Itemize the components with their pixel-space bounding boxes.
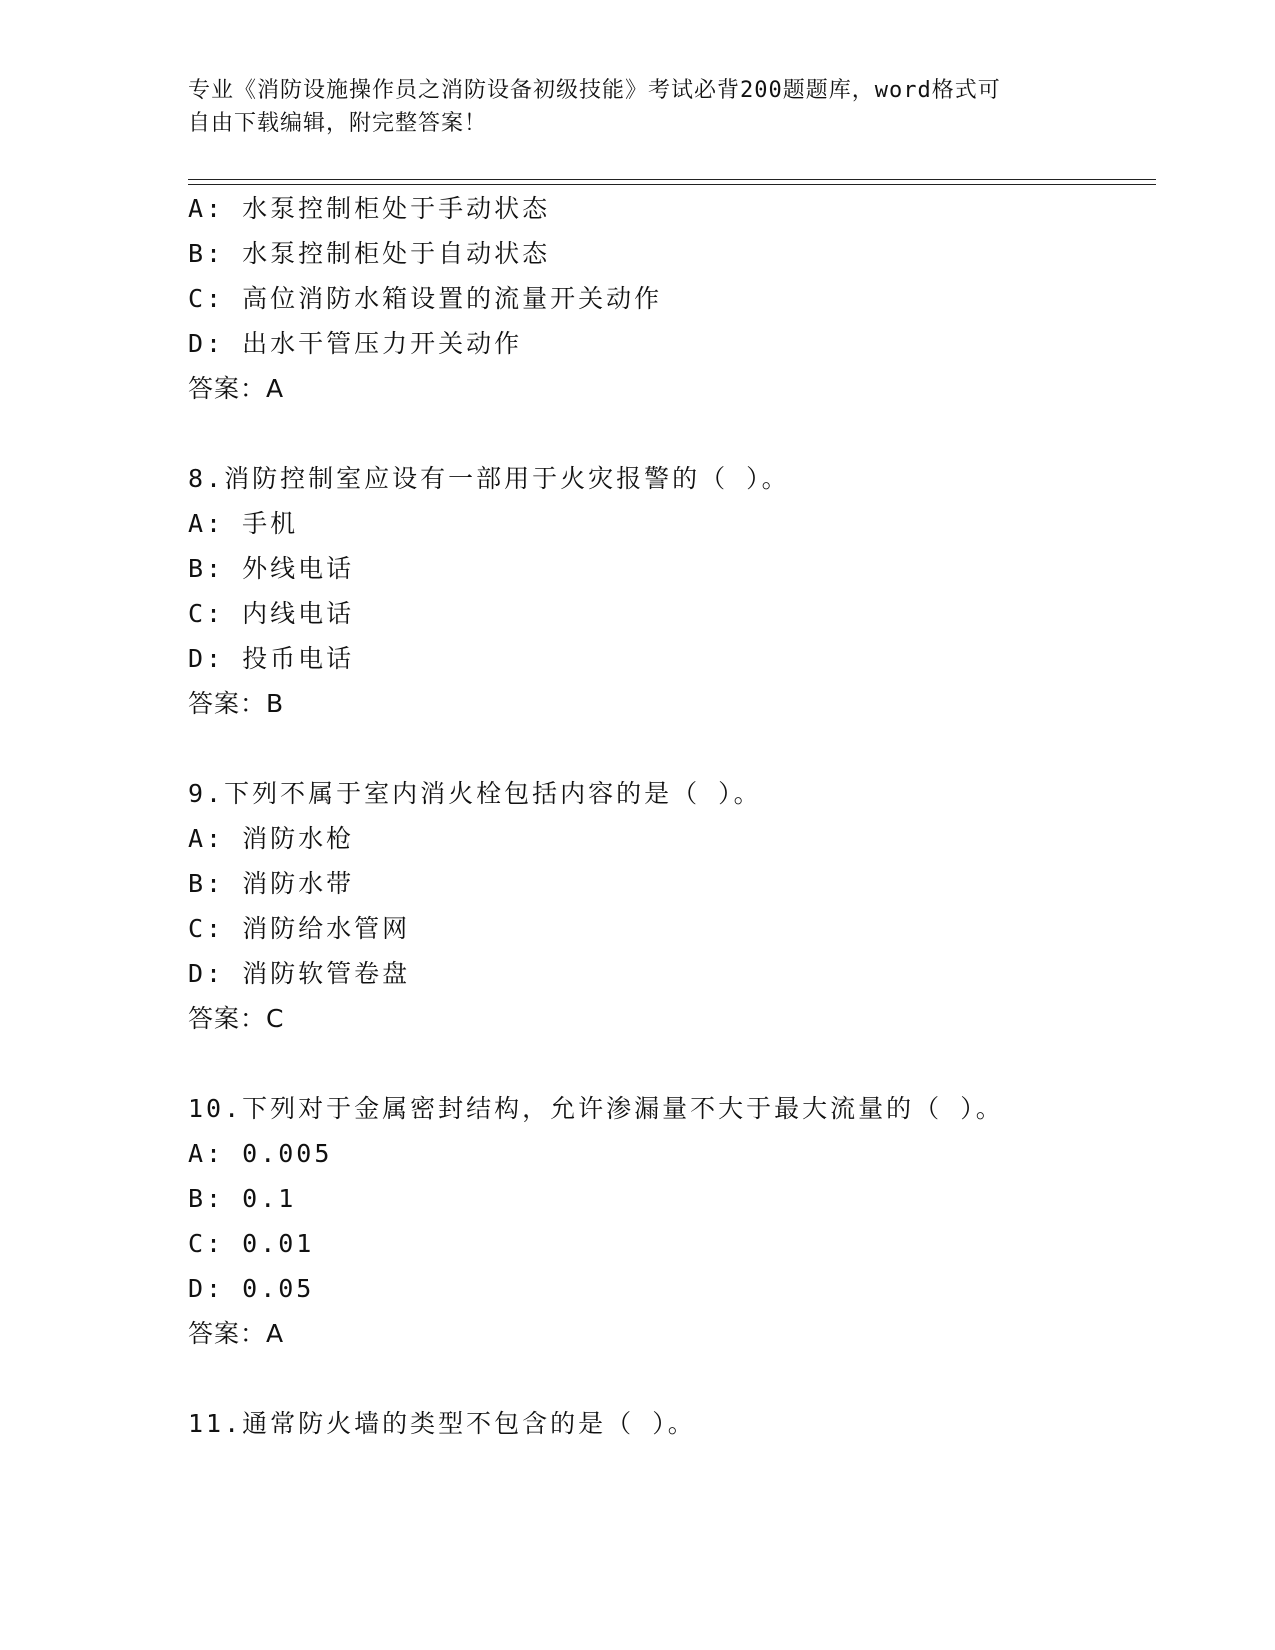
q7-option-c: C: 高位消防水箱设置的流量开关动作 bbox=[188, 284, 663, 313]
document-header bbox=[188, 74, 1088, 140]
q9-option-c: C: 消防给水管网 bbox=[188, 914, 411, 943]
header-line-2: 自由下载编辑，附完整答案！ bbox=[188, 111, 488, 136]
q10-option-a: A: 0.005 bbox=[188, 1139, 333, 1168]
q10-option-d: D: 0.05 bbox=[188, 1274, 315, 1303]
q8-option-d: D: 投币电话 bbox=[188, 644, 355, 673]
q8-question: 8.消防控制室应设有一部用于火灾报警的（ ）。 bbox=[188, 464, 790, 493]
q9-question: 9.下列不属于室内消火栓包括内容的是（ ）。 bbox=[188, 779, 762, 808]
header-divider-bottom bbox=[188, 184, 1156, 185]
q7-answer: 答案：A bbox=[188, 374, 285, 403]
q9-answer: 答案：C bbox=[188, 1004, 285, 1033]
q7-option-b: B: 水泵控制柜处于自动状态 bbox=[188, 239, 551, 268]
q9-option-a: A: 消防水枪 bbox=[188, 824, 355, 853]
q9-option-b: B: 消防水带 bbox=[188, 869, 355, 898]
q8-answer: 答案：B bbox=[188, 689, 285, 718]
q8-option-b: B: 外线电话 bbox=[188, 554, 355, 583]
q11-question: 11.通常防火墙的类型不包含的是（ ）。 bbox=[188, 1409, 696, 1438]
q9-option-d: D: 消防软管卷盘 bbox=[188, 959, 411, 988]
q10-option-b: B: 0.1 bbox=[188, 1184, 297, 1213]
q7-option-d: D: 出水干管压力开关动作 bbox=[188, 329, 523, 358]
q7-option-a: A: 水泵控制柜处于手动状态 bbox=[188, 194, 551, 223]
q10-answer: 答案：A bbox=[188, 1319, 285, 1348]
header-divider-top bbox=[188, 179, 1156, 180]
header-line-1: 专业《消防设施操作员之消防设备初级技能》考试必背200题题库，word格式可 bbox=[188, 78, 1001, 103]
q8-option-c: C: 内线电话 bbox=[188, 599, 355, 628]
q10-option-c: C: 0.01 bbox=[188, 1229, 315, 1258]
q10-question: 10.下列对于金属密封结构，允许渗漏量不大于最大流量的（ ）。 bbox=[188, 1094, 1004, 1123]
q8-option-a: A: 手机 bbox=[188, 509, 299, 538]
